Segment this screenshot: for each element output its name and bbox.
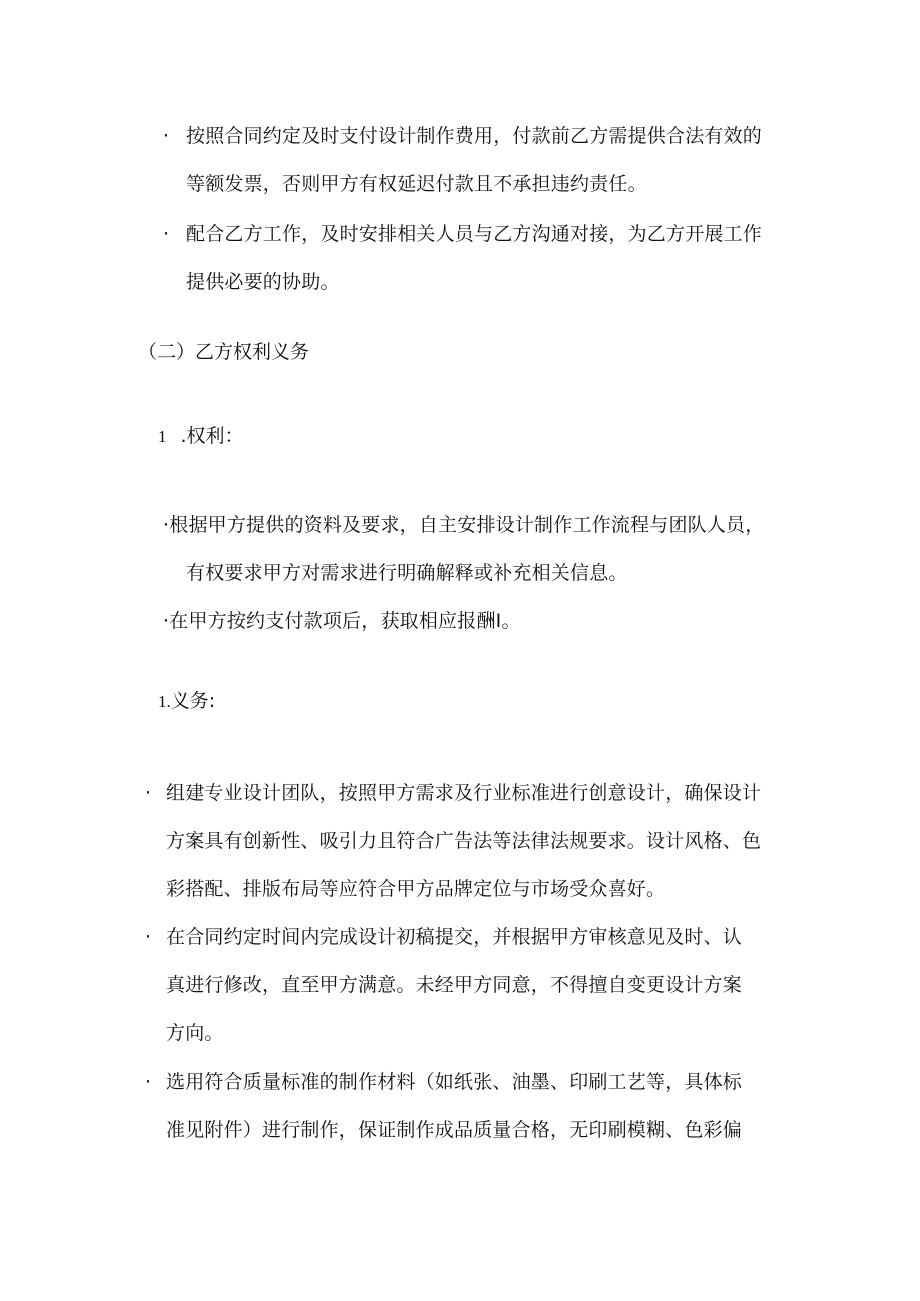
paragraph-line: 准见附件）进行制作，保证制作成品质量合格，无印刷模糊、色彩偏	[166, 1119, 743, 1141]
paragraph-line: 在合同约定时间内完成设计初稿提交，并根据甲方审核意见及时、认	[166, 926, 743, 948]
rights-subheading	[158, 424, 244, 449]
duties-number: 1.	[158, 692, 171, 711]
bullet-marker: ·	[145, 1071, 152, 1093]
paragraph-line: 选用符合质量标准的制作材料（如纸张、油墨、印刷工艺等，具体标	[166, 1071, 743, 1093]
bullet-marker: ·	[163, 125, 170, 147]
paragraph-line: ·根据甲方提供的资料及要求，自主安排设计制作工作流程与团队人员，	[163, 514, 765, 536]
duties-subheading	[158, 689, 215, 714]
paragraph-line: 彩搭配、排版布局等应符合甲方品牌定位与市场受众喜好。	[166, 878, 666, 900]
paragraph-line: 等额发票，否则甲方有权延迟付款且不承担违约责任。	[186, 173, 647, 195]
section-heading: （二）乙方权利义务	[138, 341, 310, 363]
paragraph-line: 方案具有创新性、吸引力且符合广告法等法律法规要求。设计风格、色	[166, 830, 762, 852]
paragraph-line: 配合乙方工作，及时安排相关人员与乙方沟通对接，为乙方开展工作	[186, 223, 763, 245]
duties-label: 义务:	[170, 690, 216, 712]
paragraph-line: 真进行修改，直至甲方满意。未经甲方同意，不得擅自变更设计方案	[166, 974, 743, 996]
paragraph-line: ·在甲方按约支付款项后，获取相应报酬I。	[163, 610, 521, 632]
paragraph-line: 组建专业设计团队，按照甲方需求及行业标准进行创意设计，确保设计	[166, 782, 762, 804]
rights-number: 1	[158, 427, 167, 446]
paragraph-line: 提供必要的协助。	[186, 271, 340, 293]
paragraph-line: 方向。	[166, 1022, 224, 1044]
bullet-marker: ·	[163, 223, 170, 245]
rights-label: .权利：	[180, 425, 244, 447]
bullet-marker: ·	[145, 782, 152, 804]
paragraph-line: 有权要求甲方对需求进行明确解释或补充相关信息。	[186, 562, 628, 584]
paragraph-line: 按照合同约定及时支付设计制作费用，付款前乙方需提供合法有效的	[186, 125, 763, 147]
bullet-marker: ·	[145, 926, 152, 948]
